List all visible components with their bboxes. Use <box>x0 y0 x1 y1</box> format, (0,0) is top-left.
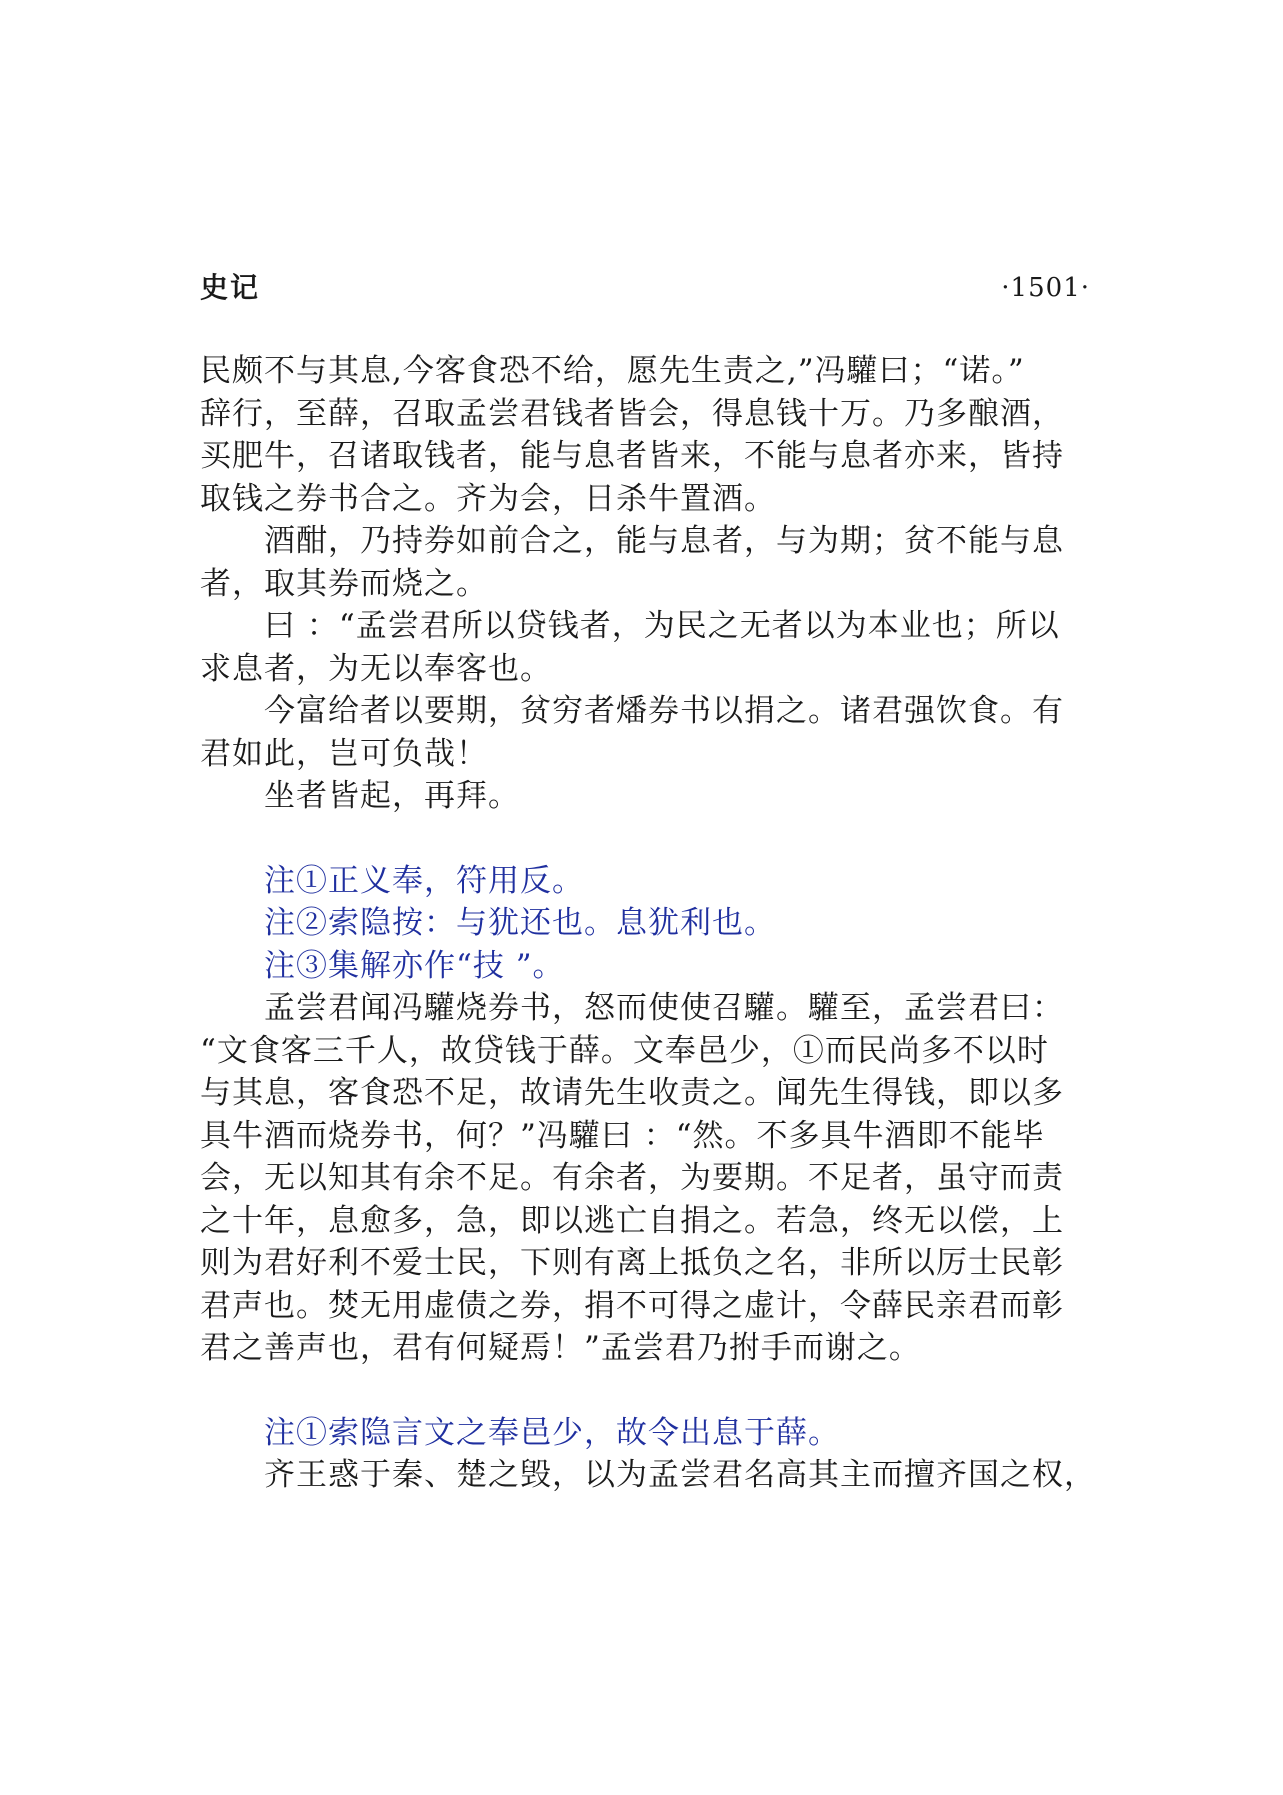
book-title: 史记 <box>200 271 261 304</box>
text-line: 齐王惑于秦、楚之毁，以为孟尝君名高其主而擅齐国之权， <box>264 1457 1096 1493</box>
text-line: 酒酣，乃持券如前合之，能与息者，与为期；贫不能与息 <box>264 523 1064 559</box>
section-gap <box>200 818 1100 860</box>
text-body <box>200 350 1100 1497</box>
text-line: 曰 ：“孟尝君所以贷钱者，为民之无者以为本业也；所以 <box>264 608 1060 644</box>
text-line: 会，无以知其有余不足。有余者，为要期。不足者，虽守而责 <box>200 1160 1064 1196</box>
text-line: 求息者，为无以奉客也。 <box>200 650 552 687</box>
text-line: 与其息，客食恐不足，故请先生收责之。闻先生得钱，即以多 <box>200 1075 1064 1111</box>
paragraph-2 <box>200 520 1100 605</box>
notes-block-1 <box>200 860 1100 988</box>
footnote-line: 注③集解亦作“技 ”。 <box>264 947 565 984</box>
paragraph-3 <box>200 605 1100 690</box>
paragraph-1 <box>200 350 1100 520</box>
paragraph-5 <box>200 775 1100 818</box>
text-line: 君之善声也，君有何疑焉！”孟尝君乃拊手而谢之。 <box>200 1330 921 1366</box>
page-number: ·1501· <box>1001 273 1090 303</box>
paragraph-6 <box>200 987 1100 1370</box>
text-line: 坐者皆起，再拜。 <box>264 778 520 814</box>
paragraph-4 <box>200 690 1100 775</box>
text-line: 取钱之券书合之。齐为会，日杀牛置酒。 <box>200 480 776 517</box>
footnote-line: 注①正义奉，符用反。 <box>264 862 584 899</box>
text-line: 君如此，岂可负哉！ <box>200 735 488 772</box>
notes-block-2 <box>200 1412 1100 1455</box>
text-line: 辞行，至薛，召取孟尝君钱者皆会，得息钱十万。乃多酿酒， <box>200 395 1064 432</box>
text-line: 者，取其券而烧之。 <box>200 565 488 602</box>
text-line: 则为君好利不爱士民，下则有离上抵负之名，非所以厉士民彰 <box>200 1245 1064 1281</box>
text-line: 之十年，息愈多，急，即以逃亡自捐之。若急，终无以偿，上 <box>200 1202 1064 1239</box>
text-line: 具牛酒而烧券书，何？”冯驩曰 ：“然。不多具牛酒即不能毕 <box>200 1117 1045 1154</box>
section-gap <box>200 1370 1100 1412</box>
footnote-line: 注①索隐言文之奉邑少，故令出息于薛。 <box>264 1414 840 1451</box>
footnote-line: 注②索隐按：与犹还也。息犹利也。 <box>264 905 776 941</box>
paragraph-7 <box>200 1454 1100 1497</box>
text-line: 今富给者以要期，贫穷者燔券书以捐之。诸君强饮食。有 <box>264 693 1064 729</box>
text-line: 孟尝君闻冯驩烧券书，怒而使使召驩。驩至，孟尝君曰： <box>264 990 1064 1026</box>
text-line: “文食客三千人，故贷钱于薛。文奉邑少，①而民尚多不以时 <box>200 1032 1049 1069</box>
text-line: 民颇不与其息,今客食恐不给，愿先生责之,”冯驩曰；“诺。” <box>200 353 1025 389</box>
text-line: 君声也。焚无用虚债之券，捐不可得之虚计，令薛民亲君而彰 <box>200 1287 1064 1324</box>
text-line: 买肥牛，召诸取钱者，能与息者皆来，不能与息者亦来，皆持 <box>200 438 1064 474</box>
page-header <box>200 268 1090 308</box>
